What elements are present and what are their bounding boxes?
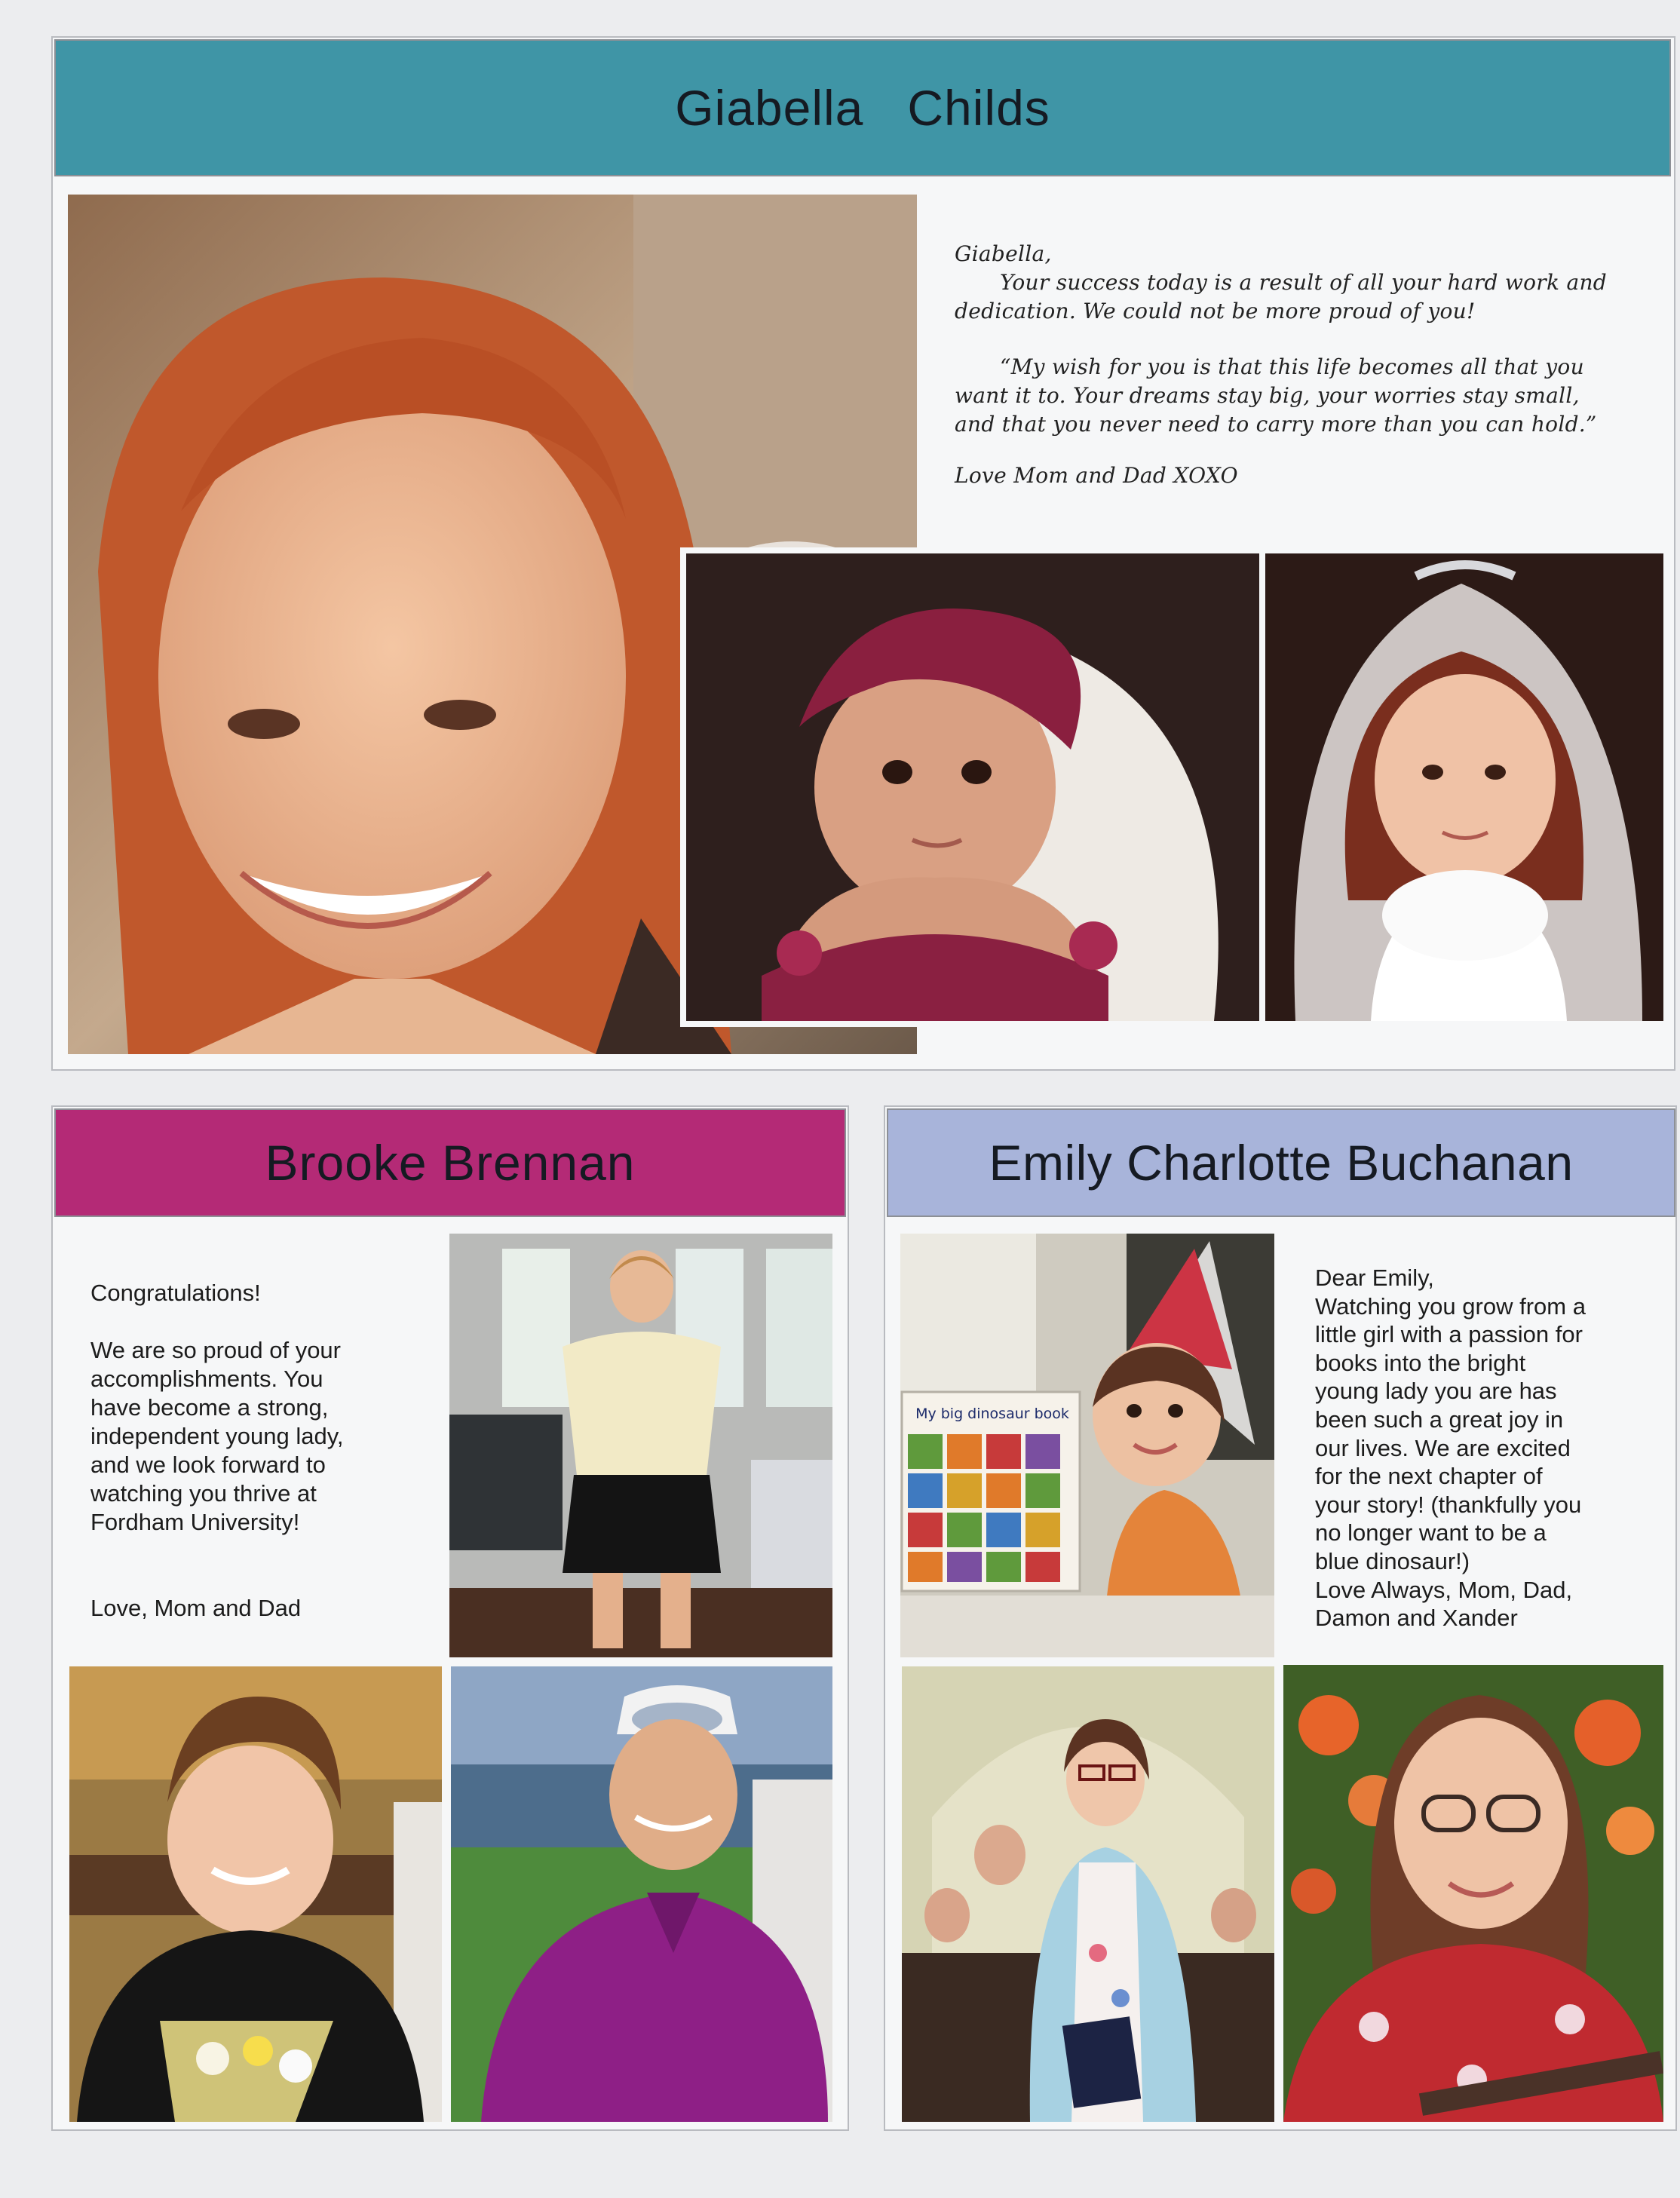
dinosaur-book-title: My big dinosaur book <box>915 1406 1069 1422</box>
brooke-name-banner <box>54 1108 846 1217</box>
brooke-message-line: independent young lady, <box>90 1423 344 1449</box>
brooke-message-line: We are so proud of your <box>90 1337 341 1363</box>
brooke-message-line: Fordham University! <box>90 1509 300 1535</box>
brooke-message-line: Congratulations! <box>90 1280 261 1306</box>
emily-name-banner <box>887 1108 1675 1217</box>
brooke-message-line: accomplishments. You <box>90 1366 323 1392</box>
giabella-message-line: Your success today is a result of all your hard work and <box>1000 270 1608 295</box>
emily-message-line: Watching you grow from a <box>1315 1292 1586 1320</box>
emily-glasses-portrait-photo <box>1283 1665 1663 2122</box>
emily-party-hat-book-photo <box>900 1234 1274 1657</box>
emily-message-line: Dear Emily, <box>1315 1265 1434 1291</box>
emily-message-line: our lives. We are excited <box>1315 1434 1571 1461</box>
giabella-baby-photo <box>680 547 1265 1027</box>
brooke-signature: Love, Mom and Dad <box>90 1595 302 1621</box>
emily-signature: Love Always, Mom, Dad, <box>1315 1576 1573 1603</box>
brooke-golf-course-photo <box>451 1666 832 2122</box>
giabella-name: Giabella Childs <box>675 80 1050 136</box>
brooke-message-line: watching you thrive at <box>90 1480 317 1507</box>
emily-ceremony-photo <box>902 1666 1274 2122</box>
giabella-quote-line: want it to. Your dreams stay big, your worries stay small, <box>955 383 1580 408</box>
giabella-communion-veil-photo <box>1265 553 1663 1021</box>
emily-message-line: blue dinosaur!) <box>1315 1547 1470 1574</box>
brooke-bouquet-photo <box>69 1666 442 2122</box>
emily-name: Emily Charlotte Buchanan <box>989 1135 1574 1191</box>
brooke-message <box>90 1279 437 1623</box>
giabella-quote-line: and that you never need to carry more than you can hold.” <box>955 412 1597 437</box>
emily-message-line: your story! (thankfully you <box>1315 1491 1582 1518</box>
giabella-signature: Love Mom and Dad XOXO <box>955 463 1238 488</box>
emily-message-line: little girl with a passion for <box>1315 1321 1583 1348</box>
emily-message-line: books into the bright <box>1315 1349 1526 1376</box>
giabella-message <box>955 240 1648 490</box>
brooke-message-line: and we look forward to <box>90 1452 326 1478</box>
giabella-quote-line: “My wish for you is that this life becomes all that you <box>1000 354 1584 379</box>
brooke-message-line: have become a strong, <box>90 1394 329 1421</box>
emily-message-line: for the next chapter of <box>1315 1463 1543 1490</box>
emily-message-line: no longer want to be a <box>1315 1519 1547 1547</box>
brooke-room-standing-photo <box>449 1234 832 1657</box>
emily-message-line: been such a great joy in <box>1315 1406 1564 1433</box>
giabella-salutation: Giabella, <box>955 241 1052 266</box>
brooke-name: Brooke Brennan <box>265 1135 636 1191</box>
giabella-name-banner <box>54 39 1671 176</box>
emily-message-line: young lady you are has <box>1315 1378 1557 1405</box>
emily-message <box>1315 1264 1662 1632</box>
giabella-message-line: dedication. We could not be more proud of you! <box>955 299 1476 323</box>
emily-signature: Damon and Xander <box>1315 1605 1518 1632</box>
